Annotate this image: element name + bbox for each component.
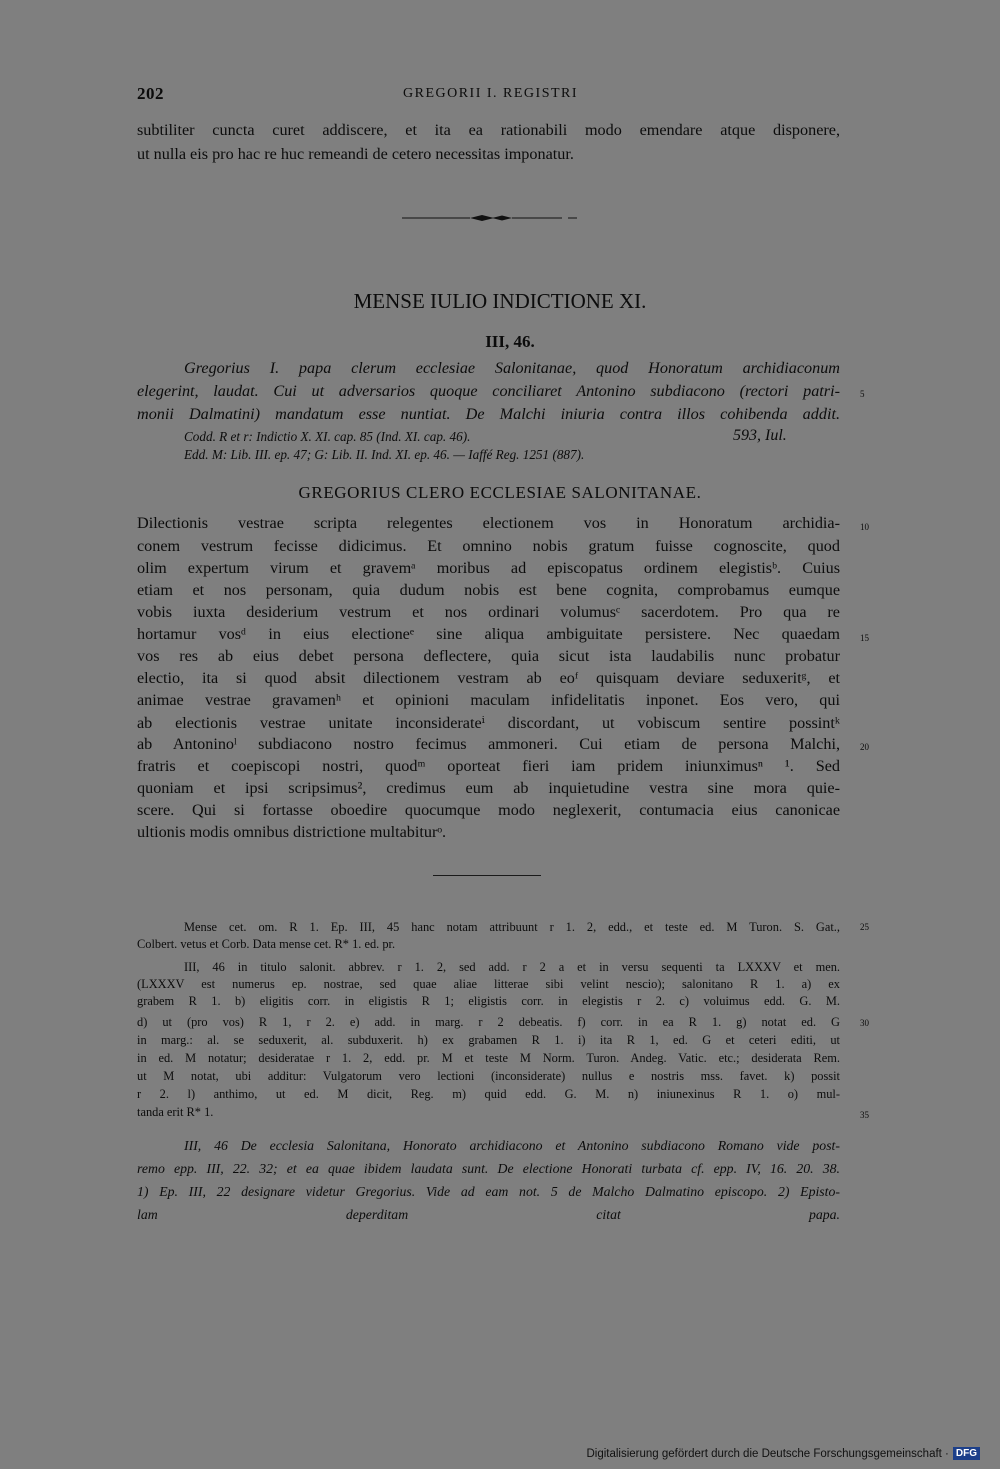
line-number: 10 [860,522,869,532]
letter-line: ab Antoninoˡ subdiacono nostro fecimus ammoneri. Cui etiam de persona Malchi, [137,735,840,753]
letter-title: GREGORIUS CLERO ECCLESIAE SALONITANAE. [298,483,702,502]
line-number: 5 [860,389,865,399]
commentary-line: III, 46 De ecclesia Salonitana, Honorato archidiacono et Antonino subdiacono Romano vide post- [184,1138,840,1153]
apparatus-line: in marg.: al. se seduxerit, al. subduxerit. h) ex grabamen R 1. i) ita R 1, ed. G et ceteri editi, ut [137,1033,840,1047]
letter-line: etiam et nos personam, quia dudum nobis est bene cognita, comprobamus eumque [137,581,840,599]
intro-line: ut nulla eis pro hac re huc remeandi de cetero necessitas imponatur. [137,145,574,163]
line-number: 35 [860,1110,869,1120]
letter-line: vobis iuxta desiderium vestrum et nos ordinari volumusᶜ sacerdotem. Pro qua re [137,603,840,621]
letter-line: electio, ita si quod absit dilectionem vestram ab eoᶠ quisquam deviare seduxeritᵍ, et [137,669,840,687]
summary-line: monii Dalmatini) mandatum esse nuntiat. De Malchi iniuria contra illos cohibenda addit. [137,405,840,423]
summary-line: elegerint, laudat. Cui ut adversarios quoque conciliaret Antonino subdiacono (rectori patri- [137,382,840,400]
letter-line: ab electionis vestrae unitate inconsiderateⁱ discordant, ut vobiscum sentire possintᵏ [137,714,840,732]
apparatus-line: III, 46 in titulo salonit. abbrev. r 1. 2, sed add. r 2 a et in versu sequenti ta LXXXV et men. [184,960,840,974]
apparatus-line: r 2. l) anthimo, ut ed. M dicit, Reg. m) quid edd. G. M. n) iniunexinus R 1. o) mul- [137,1087,840,1101]
date-note: 593, Iul. [733,427,787,444]
closing-rule [433,875,541,876]
ornament-divider [402,214,577,222]
letter-line: animae vestrae gravamenʰ et opinioni maculam infidelitatis inponet. Eos vero, qui [137,691,840,709]
letter-line: vos res ab eius debet persona deflectere, quia sicut ista laudabilis nunc probatur [137,647,840,665]
line-number: 20 [860,742,869,752]
line-number: 30 [860,1018,869,1028]
letter-line: olim expertum virum et gravemᵃ moribus ad episcopatus ordinem elegistisᵇ. Cuius [137,559,840,577]
line-number: 25 [860,922,869,932]
apparatus-line: d) ut (pro vos) R 1, r 2. e) add. in marg. r 2 debeatis. f) corr. in ea R 1. g) notat ed. G [137,1015,840,1029]
intro-line: subtiliter cuncta curet addiscere, et ita ea rationabili modo emendare atque disponere, [137,121,840,139]
page-number: 202 [137,84,164,103]
running-title: GREGORII I. REGISTRI [403,86,579,101]
line-number: 15 [860,633,869,643]
letter-line: Dilectionis vestrae scripta relegentes electionem vos in Honoratum archidia- [137,514,840,532]
apparatus-line: tanda erit R* 1. [137,1105,214,1119]
apparatus-line: Colbert. vetus et Corb. Data mense cet. R* 1. ed. pr. [137,937,396,951]
letter-number: III, 46. [485,332,535,351]
commentary-line: lam deperditam citat papa. [137,1207,840,1222]
apparatus-line: grabem R 1. b) eligitis corr. in eligistis R 1; eligistis corr. in elegistis r 2. c) voluimus edd. G. M. [137,994,840,1008]
summary-line: Gregorius I. papa clerum ecclesiae Salonitanae, quod Honoratum archidiaconum [184,359,840,377]
editions: Edd. M: Lib. III. ep. 47; G: Lib. II. Ind. XI. ep. 46. — Iaffé Reg. 1251 (887). [184,447,585,462]
apparatus-line: in ed. M notatur; desideratae r 1. 2, edd. pr. M et teste M Norm. Turon. Andeg. Vatic. etc.; desiderata Rem. [137,1051,840,1065]
apparatus-line: Mense cet. om. R 1. Ep. III, 45 hanc notam attribuunt r 1. 2, edd., et teste ed. M Turon. S. Gat., [184,920,840,934]
letter-line: hortamur vosᵈ in eius electioneᵉ sine aliqua ambiguitate persistere. Nec quaedam [137,625,840,643]
letter-line: quoniam et ipsi scripsimus², credimus eum ab inquietudine vestra sine mora quie- [137,779,840,797]
apparatus-line: (LXXXV est numerus ep. nostrae, sed quae aliae litterae sibi velint nescio); salonitano R 1. a) ex [137,977,840,991]
letter-line: ultionis modis omnibus districtione multabiturᵒ. [137,823,447,841]
funding-banner [586,1447,980,1460]
letter-line: scere. Qui si fortasse oboedire quocumque modo neglexerit, contumacia eius canonicae [137,801,840,819]
apparatus-line: ut M notat, ubi additur: Vulgatorum vero lectioni (inconsiderate) nullus e nostris mss. favet. k) possit [137,1069,840,1083]
letter-line: conem vestrum fecisse didicimus. Et omnino nobis gratum fuisse cognoscite, quod [137,537,840,555]
codices: Codd. R et r: Indictio X. XI. cap. 85 (Ind. XI. cap. 46). [184,429,471,444]
section-heading: MENSE IULIO INDICTIONE XI. [353,289,647,313]
commentary-line: remo epp. III, 22. 32; et ea quae ibidem laudata sunt. De electione Honorati turbata cf. epp. IV, 16. 20. 38. [137,1161,840,1176]
letter-line: fratris et coepiscopi nostri, quodᵐ oporteat fieri iam pridem iniunximusⁿ ¹. Sed [137,757,840,775]
funding-credit: Digitalisierung gefördert durch die Deutsche Forschungsgemeinschaft · [586,1447,949,1460]
dfg-logo-icon: DFG [953,1447,980,1460]
commentary-line: 1) Ep. III, 22 designare videtur Gregorius. Vide ad eam not. 5 de Malcho Dalmatino episcopo. 2) Episto- [137,1184,840,1199]
